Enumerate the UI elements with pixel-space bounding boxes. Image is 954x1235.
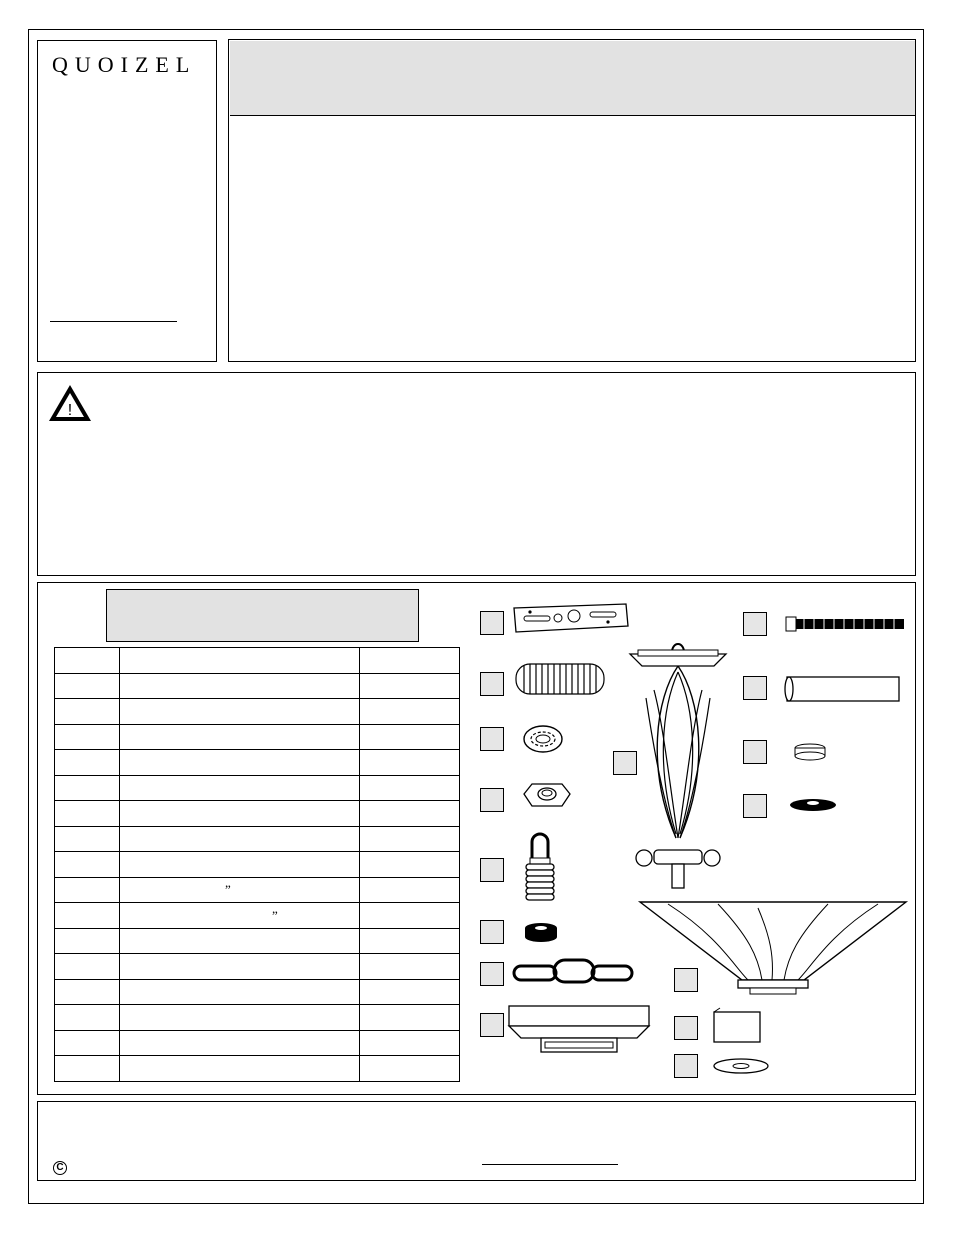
part-quantity-cell <box>360 852 460 878</box>
table-row <box>55 1005 460 1031</box>
part-key-cell <box>55 928 120 954</box>
part-quantity-cell <box>360 979 460 1005</box>
callout-box <box>480 788 504 812</box>
part-description-cell <box>120 1030 360 1056</box>
callout-box <box>480 962 504 986</box>
fixture-body-icon <box>626 638 730 892</box>
part-key-cell <box>55 648 120 674</box>
table-row <box>55 979 460 1005</box>
table-row <box>55 648 460 674</box>
callout-box <box>743 612 767 636</box>
part-quantity-cell <box>360 801 460 827</box>
flat-washer-icon <box>788 795 838 815</box>
part-quantity-cell <box>360 673 460 699</box>
part-quantity-cell <box>360 648 460 674</box>
copyright-icon: C <box>53 1161 67 1175</box>
part-quantity-cell <box>360 1030 460 1056</box>
part-quantity-cell <box>360 877 460 903</box>
part-key-cell <box>55 877 120 903</box>
parts-list-heading-band <box>106 589 419 642</box>
part-quantity-cell <box>360 903 460 929</box>
part-description-cell <box>120 826 360 852</box>
part-quantity-cell <box>360 724 460 750</box>
part-description-cell <box>120 699 360 725</box>
table-row <box>55 775 460 801</box>
header-title-band <box>230 41 915 116</box>
part-description-cell <box>120 1005 360 1031</box>
part-key-cell <box>55 954 120 980</box>
table-row <box>55 1030 460 1056</box>
quote-mark: ” <box>225 882 231 898</box>
table-row <box>55 724 460 750</box>
mounting-strap-icon <box>510 604 630 636</box>
footer-underline <box>482 1164 618 1165</box>
canopy-icon <box>507 1004 651 1056</box>
part-description-cell <box>120 775 360 801</box>
part-description-cell <box>120 648 360 674</box>
part-key-cell <box>55 1056 120 1082</box>
table-row <box>55 954 460 980</box>
chain-icon <box>512 958 634 986</box>
table-row <box>55 928 460 954</box>
callout-box <box>743 676 767 700</box>
lock-washer-icon <box>522 723 564 755</box>
part-quantity-cell <box>360 1056 460 1082</box>
footer-panel <box>37 1101 916 1181</box>
part-key-cell <box>55 852 120 878</box>
part-quantity-cell <box>360 1005 460 1031</box>
warning-panel <box>37 372 916 576</box>
part-key-cell <box>55 1030 120 1056</box>
part-quantity-cell <box>360 928 460 954</box>
brand-logo: QUOIZEL <box>52 52 197 77</box>
part-description-cell <box>120 801 360 827</box>
callout-box <box>674 1054 698 1078</box>
part-key-cell <box>55 699 120 725</box>
part-quantity-cell <box>360 775 460 801</box>
callout-box <box>480 672 504 696</box>
part-key-cell <box>55 903 120 929</box>
part-key-cell <box>55 775 120 801</box>
warning-triangle-icon <box>48 384 92 422</box>
callout-box <box>480 727 504 751</box>
callout-box <box>743 794 767 818</box>
part-description-cell <box>120 673 360 699</box>
table-row <box>55 826 460 852</box>
screw-collar-loop-icon <box>522 830 558 904</box>
part-description-cell <box>120 724 360 750</box>
part-description-cell <box>120 928 360 954</box>
table-row <box>55 699 460 725</box>
shade-washer-icon <box>712 1056 770 1076</box>
table-row <box>55 877 460 903</box>
finial-cube-icon <box>710 1008 764 1046</box>
part-description-cell <box>120 979 360 1005</box>
warning-symbol: ! <box>67 402 73 419</box>
table-row <box>55 750 460 776</box>
part-key-cell <box>55 801 120 827</box>
part-key-cell <box>55 724 120 750</box>
part-description-cell <box>120 1056 360 1082</box>
part-description-cell <box>120 903 360 929</box>
table-row <box>55 903 460 929</box>
callout-box <box>480 920 504 944</box>
callout-box <box>743 740 767 764</box>
part-quantity-cell <box>360 826 460 852</box>
part-key-cell <box>55 979 120 1005</box>
knurled-nut-icon <box>522 920 560 944</box>
part-description-cell <box>120 954 360 980</box>
part-description-cell <box>120 877 360 903</box>
table-row <box>55 1056 460 1082</box>
threaded-rod-icon <box>784 613 906 635</box>
part-quantity-cell <box>360 954 460 980</box>
spacer-ring-icon <box>792 742 828 762</box>
quote-mark: ” <box>272 907 278 923</box>
pipe-tube-icon <box>783 675 903 703</box>
table-row <box>55 673 460 699</box>
part-key-cell <box>55 750 120 776</box>
parts-table <box>54 647 460 1082</box>
table-row <box>55 852 460 878</box>
callout-box <box>480 611 504 635</box>
signature-line <box>50 321 177 322</box>
part-description-cell <box>120 750 360 776</box>
callout-box <box>674 1016 698 1040</box>
glass-shade-icon <box>638 896 908 996</box>
threaded-nipple-icon <box>512 662 610 696</box>
part-key-cell <box>55 1005 120 1031</box>
hex-nut-icon <box>522 780 572 814</box>
part-description-cell <box>120 852 360 878</box>
callout-box <box>480 1013 504 1037</box>
table-row <box>55 801 460 827</box>
part-key-cell <box>55 826 120 852</box>
brand-panel <box>37 40 217 362</box>
part-quantity-cell <box>360 699 460 725</box>
part-key-cell <box>55 673 120 699</box>
callout-box <box>480 858 504 882</box>
part-quantity-cell <box>360 750 460 776</box>
